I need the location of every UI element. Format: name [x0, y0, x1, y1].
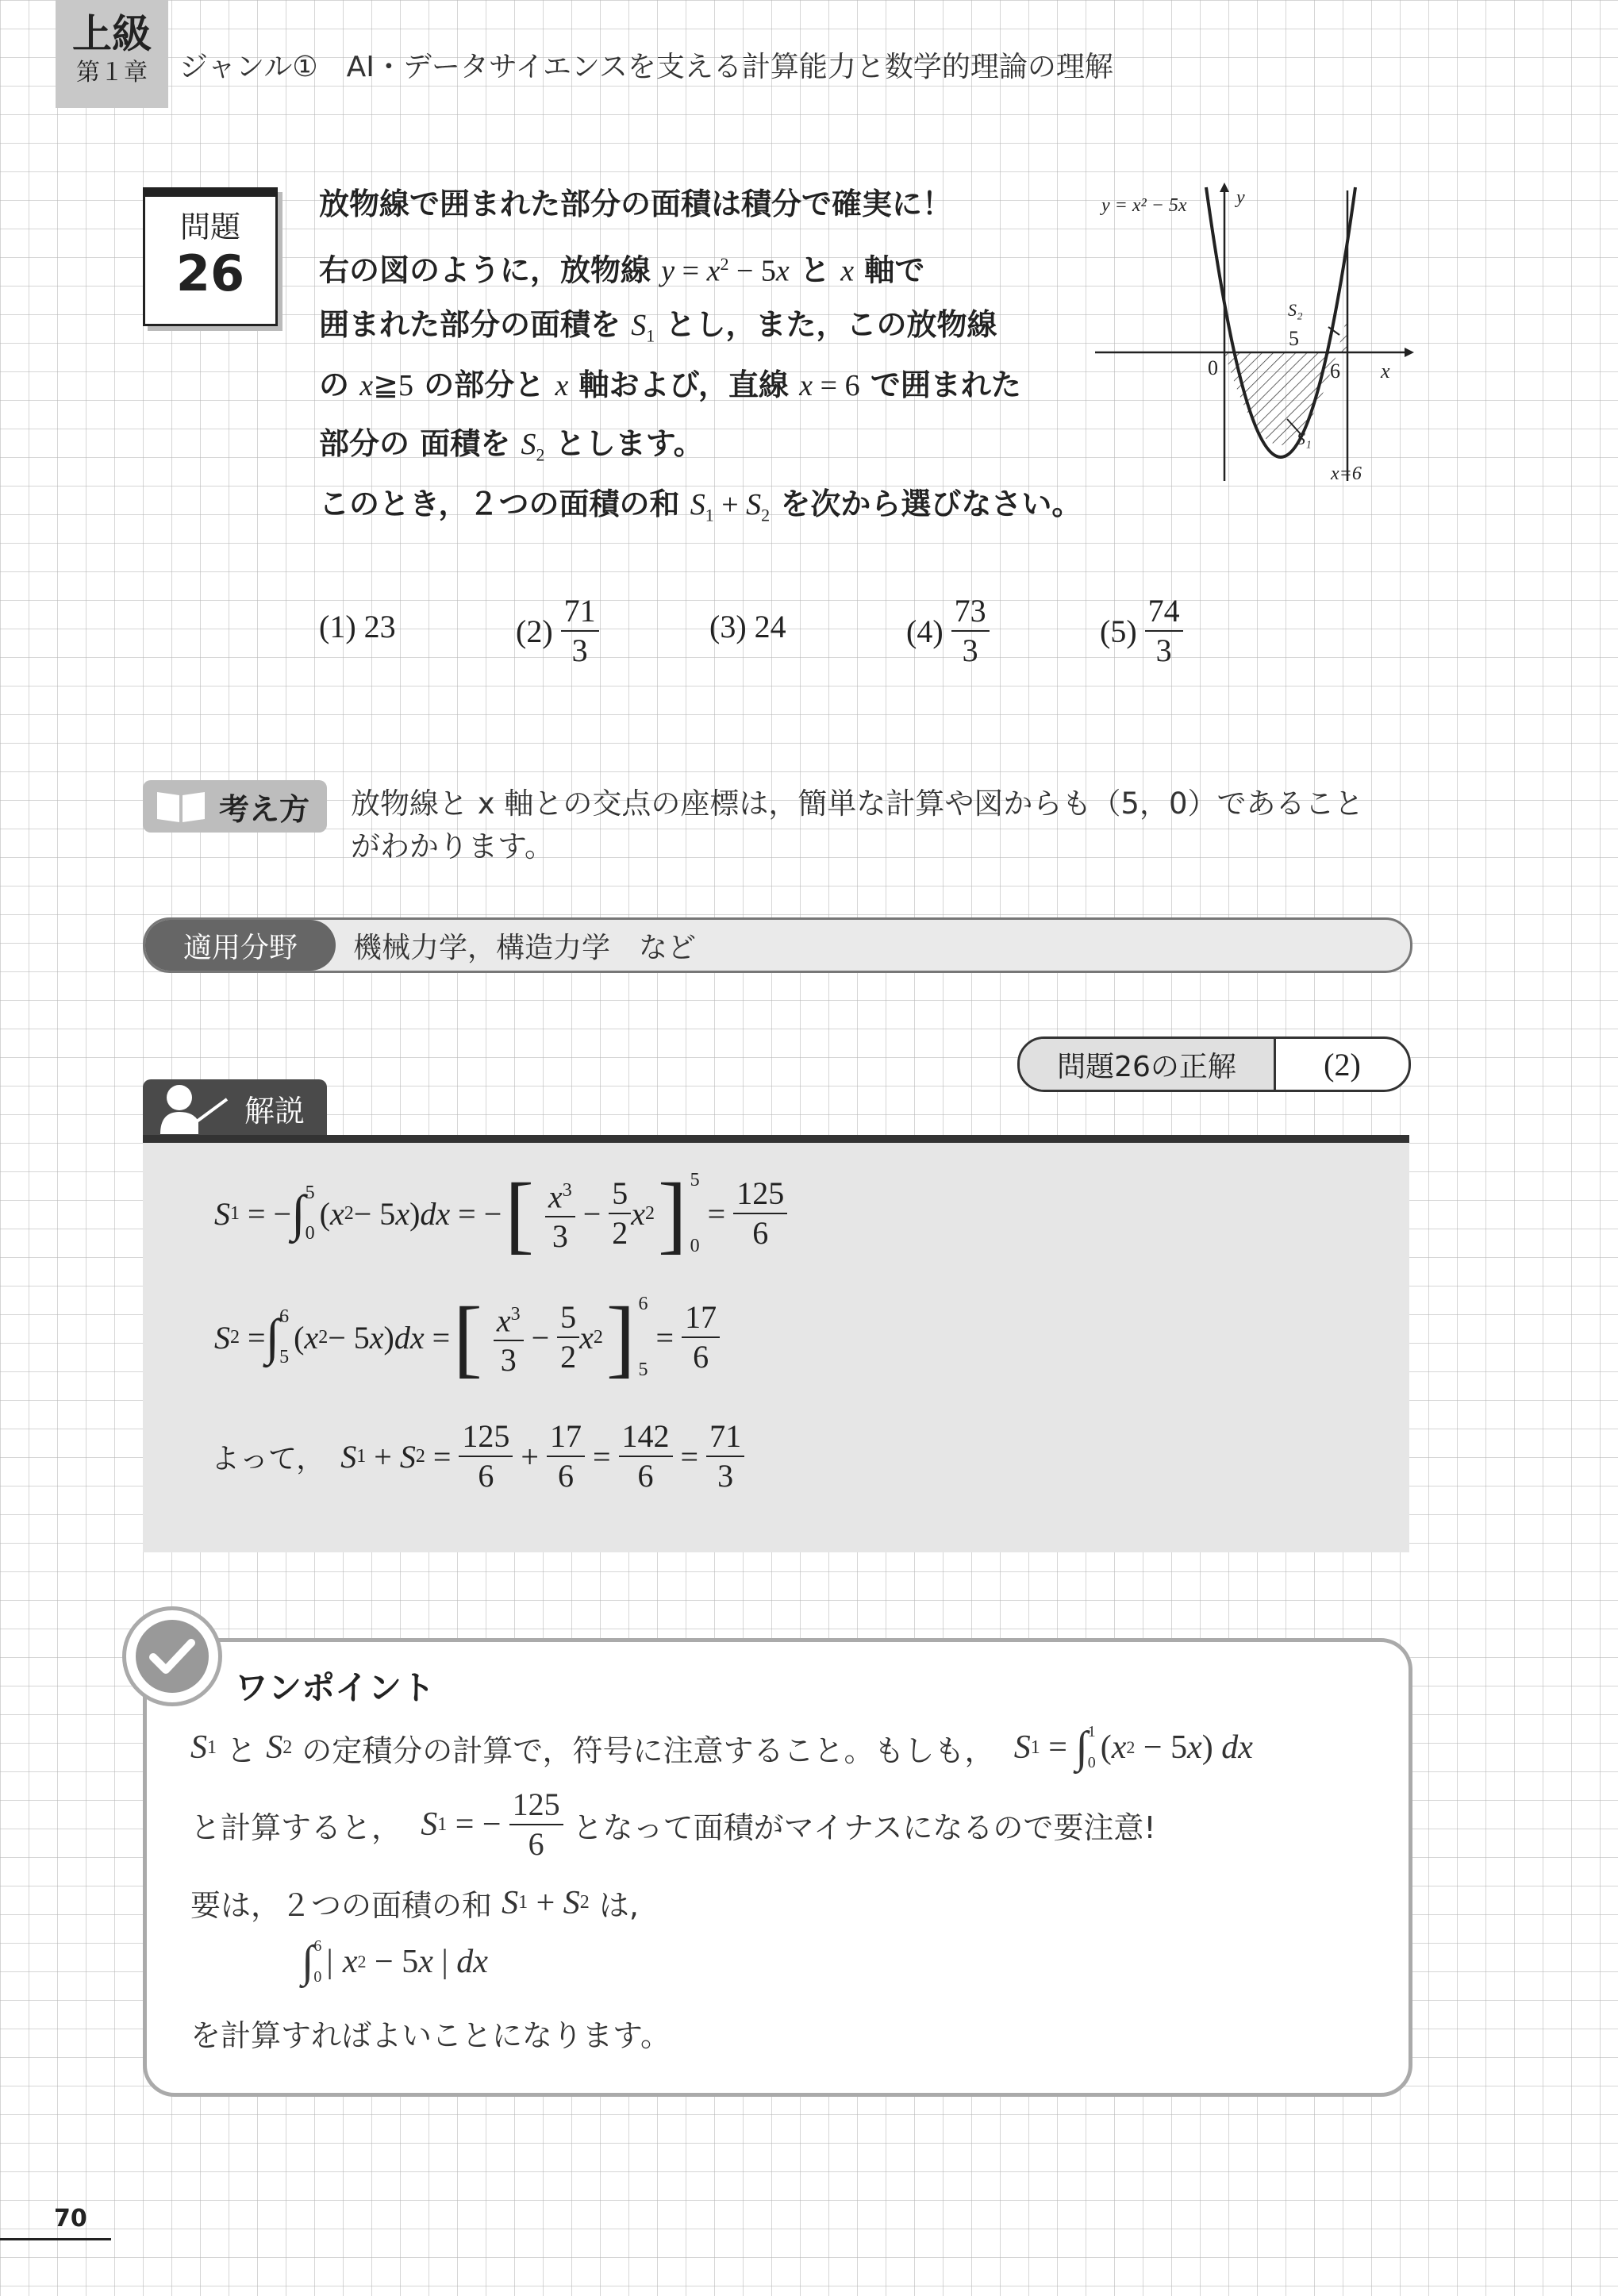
- tick-5-label: 5: [1289, 327, 1299, 350]
- choice-5-fraction: $\frac{74}{3}$: [1145, 592, 1183, 670]
- genre-title: ジャンル① AI・データサイエンスを支える計算能力と数学的理論の理解: [179, 51, 1113, 83]
- problem-line-3: 囲まれた部分の面積を $S_1$ とし，また，この放物線: [319, 307, 997, 346]
- equation-s1: S 1 = − ∫ 5 0 ( x 2 − 5 x ) dx = − [ $\frac{x^3}{3}$ − $\frac{5}{2}$ x 2 ] 5 0 = $\frac{125}{6}$: [214, 1170, 787, 1257]
- answer-value: (2): [1324, 1046, 1361, 1083]
- level-label: 上級: [72, 11, 152, 57]
- choice-3: (3) 24: [709, 609, 786, 644]
- think-label: 考え方: [143, 780, 327, 833]
- explanation-rule: [143, 1135, 1409, 1143]
- choice-2: (2) $\frac{71}{3}$: [516, 592, 599, 670]
- problem-label: 問題: [179, 210, 240, 244]
- applied-field-bar: [143, 917, 1412, 973]
- chapter-label: 第１章: [76, 59, 148, 87]
- teacher-icon: [157, 1082, 236, 1134]
- problem-line-5: 部分の 面積を $S_2$ とします。: [319, 426, 704, 465]
- one-point-title: ワンポイント: [235, 1668, 436, 1707]
- problem-badge: [143, 187, 278, 326]
- problem-line-4: の x≧5 の部分と x 軸および，直線 x = 6 で囲まれた: [319, 367, 1021, 402]
- one-point-line-3: 要は，２つの面積の和 S 1 + S 2 は,: [190, 1884, 639, 1923]
- think-text-1: 放物線と x 軸との交点の座標は，簡単な計算や図からも（5，0）であること: [351, 786, 1364, 821]
- answer-box: [1017, 1036, 1411, 1092]
- one-point-line-2: と計算すると， S 1 = − $\frac{125}{6}$ となって面積がマイナスになるので要注意!: [190, 1786, 1156, 1862]
- x-axis-label: x: [1381, 360, 1390, 383]
- tick-6-label: 6: [1330, 360, 1340, 383]
- page-number: 70: [54, 2205, 87, 2233]
- check-icon: [148, 1636, 196, 1676]
- parabola-figure: [1087, 179, 1420, 497]
- one-point-line-5: を計算すればよいことになります。: [190, 2018, 671, 2053]
- y-axis-label: y: [1236, 187, 1245, 208]
- problem-number: 26: [175, 244, 245, 302]
- s1-region: [1224, 352, 1337, 445]
- choice-4-fraction: $\frac{73}{3}$: [951, 592, 990, 670]
- choice-1: (1) 23: [319, 609, 396, 644]
- think-text-2: がわかります。: [351, 829, 555, 863]
- one-point-badge: [122, 1606, 222, 1706]
- line-x6-label: x=6: [1331, 463, 1362, 484]
- curve-label: y = x² − 5x: [1101, 195, 1187, 216]
- choice-5: (5) $\frac{74}{3}$: [1100, 592, 1183, 670]
- book-icon: [156, 789, 206, 824]
- origin-label: 0: [1208, 356, 1218, 379]
- choice-2-fraction: $\frac{71}{3}$: [561, 592, 599, 670]
- applied-field-label: 適用分野: [145, 920, 336, 971]
- explanation-tab: 解説: [143, 1079, 327, 1136]
- level-box: [56, 0, 168, 108]
- answer-label: 問題26の正解: [1020, 1039, 1276, 1090]
- choice-4: (4) $\frac{73}{3}$: [906, 592, 990, 670]
- s1-label: S₁: [1297, 429, 1312, 448]
- applied-field-value: 機械力学，構造力学 など: [353, 931, 697, 964]
- problem-line-2: 右の図のように，放物線 $y = x^2 - 5x$ と x 軸で: [319, 252, 925, 288]
- problem-line-1: 放物線で囲まれた部分の面積は積分で確実に！: [319, 187, 953, 221]
- problem-line-6: このとき，２つの面積の和 $S_1 + S_2$ を次から選びなさい。: [319, 487, 1082, 525]
- page-number-rule: [0, 2238, 111, 2240]
- one-point-integral: ∫ 6 0 | x 2 − 5 x | dx: [302, 1937, 488, 1986]
- s2-label: S₂: [1288, 300, 1303, 320]
- equation-s2: S 2 = ∫ 6 5 ( x 2 − 5 x ) dx = [ $\frac{x^3}{3}$ − $\frac{5}{2}$ x 2 ] 6 5 = $\frac{17}{6}$: [214, 1294, 720, 1381]
- equation-sum: よって， S 1 + S 2 = $\frac{125}{6}$ + $\frac{17}{6}$ = $\frac{142}{6}$ = $\frac{71}{3}$: [211, 1417, 744, 1495]
- one-point-line-1: S 1 と S 2 の定積分の計算で，符号に注意すること。もしも， S 1 = ∫ 1 0 ( x 2 − 5 x ) dx: [190, 1723, 1253, 1772]
